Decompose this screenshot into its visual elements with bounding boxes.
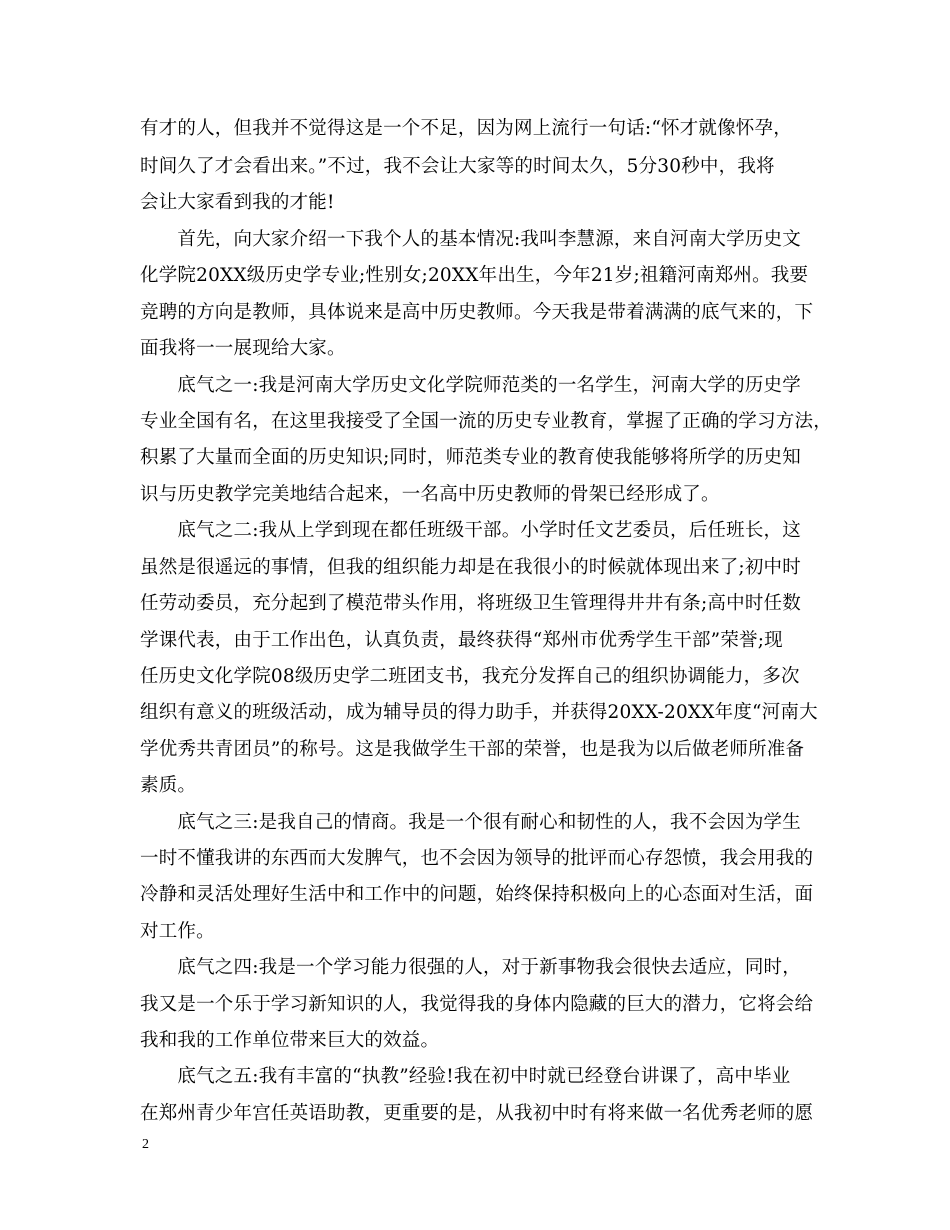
body-text-line: 任劳动委员，充分起到了模范带头作用，将班级卫生管理得井井有条;高中时任数 xyxy=(140,593,801,614)
body-text-line: 冷静和灵活处理好生活中和工作中的问题，始终保持积极向上的心态面对生活，面 xyxy=(140,884,814,905)
body-text-line: 会让大家看到我的才能! xyxy=(140,192,335,213)
body-text-line: 学课代表，由于工作出色，认真负责，最终获得“郑州市优秀学生干部”荣誉;现 xyxy=(140,630,783,651)
body-text-line: 底气之二:我从上学到现在都任班级干部。小学时任文艺委员，后任班长，这 xyxy=(140,520,801,541)
body-text-line: 我又是一个乐于学习新知识的人，我觉得我的身体内隐藏的巨大的潜力，它将会给 xyxy=(140,994,814,1015)
body-text-line: 学优秀共青团员”的称号。这是我做学生干部的荣誉，也是我为以后做老师所准备 xyxy=(140,739,805,760)
body-text-line: 识与历史教学完美地结合起来，一名高中历史教师的骨架已经形成了。 xyxy=(140,484,720,505)
body-text-line: 在郑州青少年宫任英语助教，更重要的是，从我初中时有将来做一名优秀老师的愿 xyxy=(140,1103,814,1124)
body-text-line: 首先，向大家介绍一下我个人的基本情况:我叫李慧源，来自河南大学历史文 xyxy=(140,229,801,250)
body-text-line: 竞聘的方向是教师，具体说来是高中历史教师。今天我是带着满满的底气来的，下 xyxy=(140,302,814,323)
body-text-line: 对工作。 xyxy=(140,921,215,942)
body-text-line: 任历史文化学院08级历史学二班团支书，我充分发挥自己的组织协调能力，多次 xyxy=(140,666,800,687)
body-text-line: 时间久了才会看出来。”不过，我不会让大家等的时间太久，5分30秒中，我将 xyxy=(140,156,775,177)
body-text-line: 我和我的工作单位带来巨大的效益。 xyxy=(140,1030,440,1051)
body-text-line: 一时不懂我讲的东西而大发脾气，也不会因为领导的批评而心存怨愤，我会用我的 xyxy=(140,848,814,869)
body-text-line: 组织有意义的班级活动，成为辅导员的得力助手，并获得20XX-20XX年度“河南大 xyxy=(140,702,818,723)
body-text-line: 底气之三:是我自己的情商。我是一个很有耐心和韧性的人，我不会因为学生 xyxy=(140,812,801,833)
body-text-line: 面我将一一展现给大家。 xyxy=(140,338,346,359)
body-text-line: 专业全国有名，在这里我接受了全国一流的历史专业教育，掌握了正确的学习方法， xyxy=(140,411,832,432)
body-text-line: 有才的人，但我并不觉得这是一个不足，因为网上流行一句话:“怀才就像怀孕， xyxy=(140,118,792,139)
body-text-line: 底气之四:我是一个学习能力很强的人，对于新事物我会很快去适应，同时， xyxy=(140,957,801,978)
body-text-line: 素质。 xyxy=(140,775,197,796)
body-text-line: 底气之五:我有丰富的“执教”经验!我在初中时就已经登台讲课了，高中毕业 xyxy=(140,1066,791,1087)
page-number: 2 xyxy=(142,1137,149,1152)
body-text-line: 虽然是很遥远的事情，但我的组织能力却是在我很小的时候就体现出来了;初中时 xyxy=(140,557,801,578)
body-text-line: 底气之一:我是河南大学历史文化学院师范类的一名学生，河南大学的历史学 xyxy=(140,375,801,396)
body-text-line: 积累了大量而全面的历史知识;同时，师范类专业的教育使我能够将所学的历史知 xyxy=(140,447,801,468)
body-text-line: 化学院20XX级历史学专业;性别女;20XX年出生，今年21岁;祖籍河南郑州。我要 xyxy=(140,265,809,286)
